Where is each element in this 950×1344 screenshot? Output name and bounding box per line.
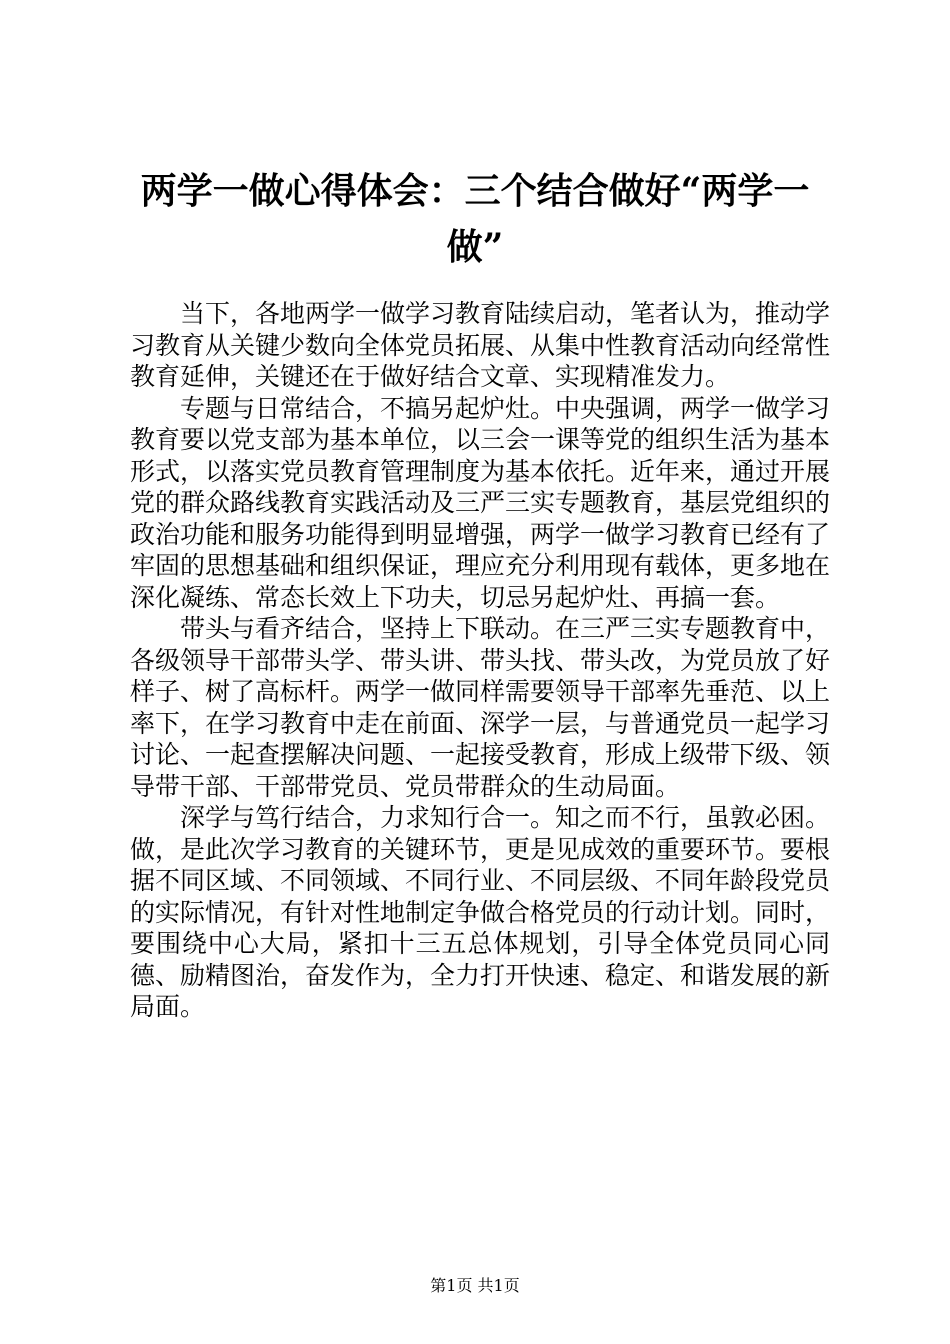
document-title: 两学一做心得体会：三个结合做好“两学一做” [140,170,810,268]
document-body [130,298,830,1023]
paragraph-topic-daily: 专题与日常结合，不搞另起炉灶。中央强调，两学一做学习教育要以党支部为基本单位，以三会一课等党的组织生活为基本形式，以落实党员教育管理制度为基本依托。近年来，通过开展党的群众路线教育实践活动及三严三实专题教育，基层党组织的政治功能和服务功能得到明显增强，两学一做学习教育已经有了牢固的思想基础和组织保证，理应充分利用现有载体，更多地在深化凝练、常态长效上下功夫，切忌另起炉灶、再搞一套。 [130,393,831,612]
paragraph-intro: 当下，各地两学一做学习教育陆续启动，笔者认为，推动学习教育从关键少数向全体党员拓展、从集中性教育活动向经常性教育延伸，关键还在于做好结合文章、实现精准发力。 [130,299,831,391]
paragraph-study-practice: 深学与笃行结合，力求知行合一。知之而不行，虽敦必困。做，是此次学习教育的关键环节，更是见成效的重要环节。要根据不同区域、不同领域、不同行业、不同层级、不同年龄段党员的实际情况，有针对性地制定争做合格党员的行动计划。同时，要围绕中心大局，紧扣十三五总体规划，引导全体党员同心同德、励精图治，奋发作为，全力打开快速、稳定、和谐发展的新局面。 [130,803,831,1021]
page-number-footer: 第1页 共1页 [430,1276,520,1295]
paragraph-lead-follow: 带头与看齐结合，坚持上下联动。在三严三实专题教育中，各级领导干部带头学、带头讲、带头找、带头改，为党员放了好样子、树了高标杆。两学一做同样需要领导干部率先垂范、以上率下，在学习教育中走在前面、深学一层，与普通党员一起学习讨论、一起查摆解决问题、一起接受教育，形成上级带下级、领导带干部、干部带党员、党员带群众的生动局面。 [130,614,831,801]
